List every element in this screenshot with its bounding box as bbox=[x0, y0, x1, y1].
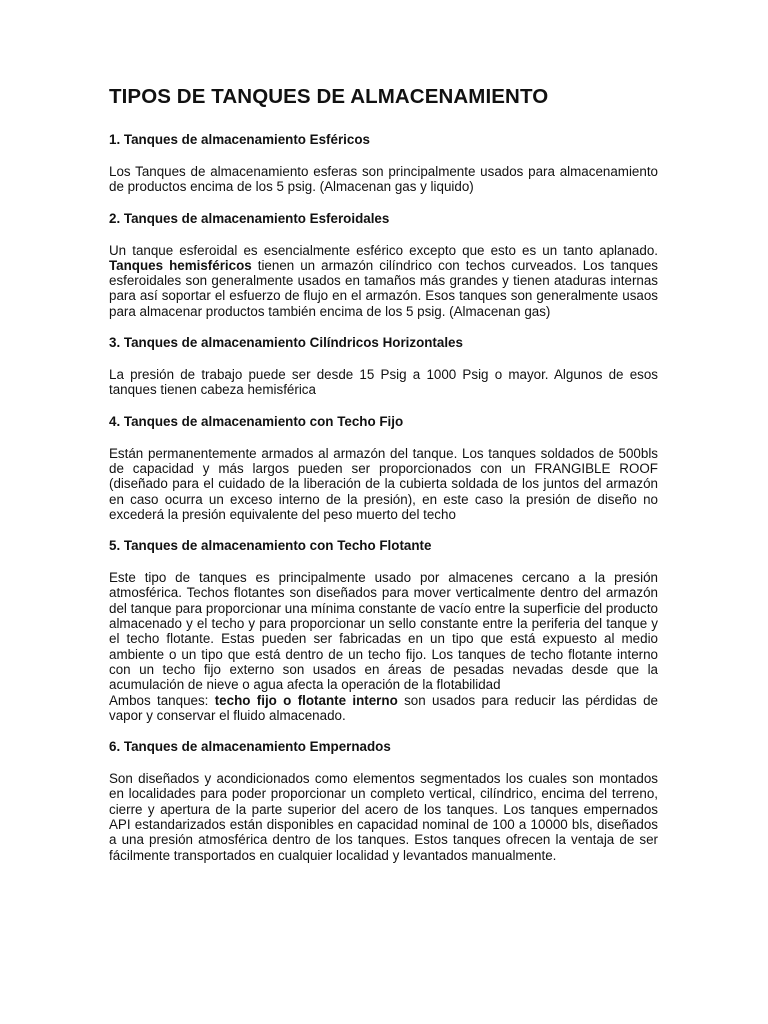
section-heading: 3. Tanques de almacenamiento Cilíndricos Horizontales bbox=[109, 335, 463, 351]
bold-term: techo fijo o flotante interno bbox=[214, 692, 398, 708]
section-2 bbox=[109, 211, 658, 319]
section-5 bbox=[109, 538, 658, 723]
section-heading: 4. Tanques de almacenamiento con Techo Fijo bbox=[109, 413, 404, 429]
section-heading: 1. Tanques de almacenamiento Esféricos bbox=[109, 132, 370, 147]
section-paragraph: Los Tanques de almacenamiento esferas son principalmente usados para almacenamiento de productos encima de los 5 psig. (Almacenan gas y liquido) bbox=[109, 164, 658, 195]
section-6 bbox=[109, 739, 658, 863]
section-paragraph: Este tipo de tanques es principalmente usado por almacenes cercano a la presión atmosférica. Techos flotantes son diseñados para mover verticalmente dentro del armazón del tanque para proporcionar una mínima constante de vacío entre la superficie del producto almacenado y el techo y para proporcionar un sello constante entre la periferia del tanque y el techo flotante. Estas pueden ser fabricadas en un tipo que está expuesto al medio ambiente o un tipo que está dentro de un techo fijo. Los tanques de techo flotante interno con un techo fijo externo son usados en áreas de pesadas nevadas desde que la acumulación de nieve o agua afecta la operación de la flotabilidad bbox=[109, 570, 658, 693]
paragraph-text: son usados para reducir las pérdidas de vapor y conservar el fluido almacenado. bbox=[109, 692, 658, 723]
bold-term: Tanques hemisféricos bbox=[109, 257, 252, 273]
section-4 bbox=[109, 414, 658, 522]
document-page bbox=[109, 84, 658, 879]
section-heading: 2. Tanques de almacenamiento Esferoidales bbox=[109, 210, 390, 226]
section-paragraph bbox=[109, 243, 658, 319]
section-paragraph: Están permanentemente armados al armazón del tanque. Los tanques soldados de 500bls de capacidad y más largos pueden ser proporcionados con un FRANGIBLE ROOF (diseñado para el cuidado de la liberación de la cubierta soldada de los juntos del armazón en caso ocurra un exceso interno de la presión), en este caso la presión de diseño no excederá la presión equivalente del peso muerto del techo bbox=[109, 445, 658, 522]
paragraph-text: tienen un armazón cilíndrico con techos curveados. Los tanques esferoidales son generalmente usados en tamaños más grandes y tienen ataduras internas para así soportar el esfuerzo de flujo en el armazón. Esos tanques son generalmente usaos para almacenar productos también encima de los 5 psig. (Almacenan gas) bbox=[109, 257, 658, 319]
section-paragraph-continued bbox=[109, 693, 658, 724]
document-title: TIPOS DE TANQUES DE ALMACENAMIENTO bbox=[109, 85, 549, 108]
section-1 bbox=[109, 132, 658, 195]
section-paragraph: La presión de trabajo puede ser desde 15 Psig a 1000 Psig o mayor. Algunos de esos tanques tienen cabeza hemisférica bbox=[109, 367, 658, 398]
section-3 bbox=[109, 335, 658, 398]
section-paragraph: Son diseñados y acondicionados como elementos segmentados los cuales son montados en localidades para poder proporcionar un completo vertical, cilíndrico, encima del terreno, cierre y apertura de la parte superior del acero de los tanques. Los tanques empernados API estandarizados están disponibles en capacidad nominal de 100 a 10000 bls, diseñados a una presión atmosférica dentro de los tanques. Estos tanques ofrecen la ventaja de ser fácilmente transportados en cualquier localidad y levantados manualmente. bbox=[109, 771, 658, 863]
paragraph-text: Un tanque esferoidal es esencialmente esférico excepto que esto es un tanto aplanado. bbox=[109, 242, 658, 258]
paragraph-text: Ambos tanques: bbox=[109, 692, 215, 708]
section-heading: 5. Tanques de almacenamiento con Techo Flotante bbox=[109, 538, 432, 554]
section-heading: 6. Tanques de almacenamiento Empernados bbox=[109, 739, 391, 755]
